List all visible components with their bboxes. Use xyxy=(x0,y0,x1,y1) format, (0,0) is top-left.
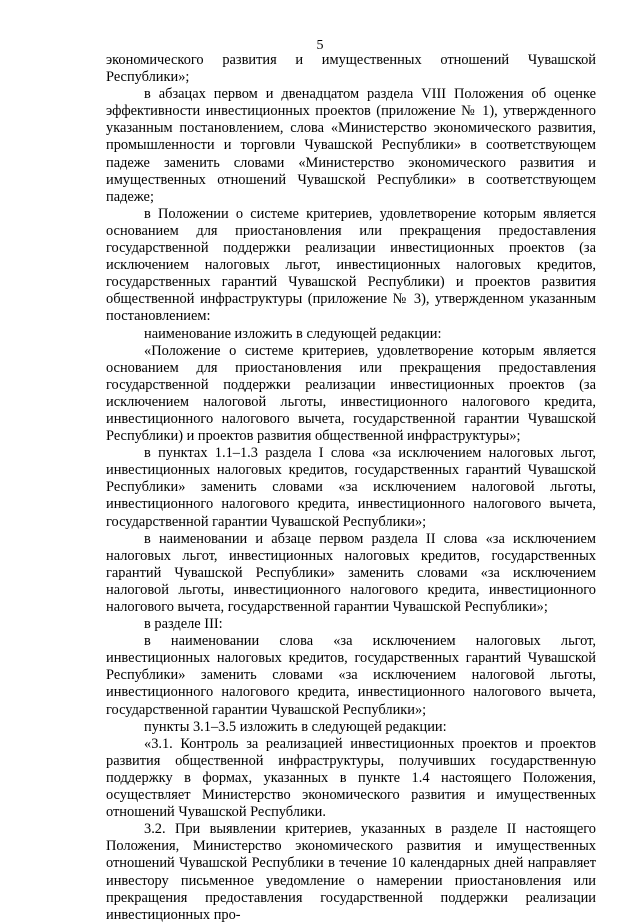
paragraph: в разделе III: xyxy=(144,616,223,633)
paragraph: «3.1. Контроль за реализацией инвестиционных проектов и проектов развития общественной инфраструктуры, получивших государственную поддержку в формах, указанных в пункте 1.4 настоящего Положения, осуществляет Министерство экономического развития и имущественных отношений Чувашской Республики. xyxy=(106,735,596,821)
document-body xyxy=(106,52,596,924)
page-number: 5 xyxy=(316,38,324,53)
paragraph: в наименовании слова «за исключением налоговых льгот, инвестиционных налоговых кредитов, государственных гарантий Чувашской Республики» заменить словами «за исключением налоговой льготы, инвестиционного налогового кредита, инвестиционного налогового вычета, государственной гарантии Чувашской Республики»; xyxy=(106,633,596,718)
paragraph: 3.2. При выявлении критериев, указанных в разделе II настоящего Положения, Министерство экономического развития и имущественных отношений Чувашской Республики в течение 10 календарных дней направляет инвестору письменное уведомление о намерении приостановления или прекращения предоставления государственной поддержки реализации инвестиционных про- xyxy=(106,821,596,923)
paragraph: в пунктах 1.1–1.3 раздела I слова «за исключением налоговых льгот, инвестиционных налоговых кредитов, государственных гарантий Чувашской Республики» заменить словами «за исключением налоговой льготы, инвестиционного налогового кредита, инвестиционного налогового вычета, государственной гарантии Чувашской Республики»; xyxy=(106,445,596,530)
paragraph: пункты 3.1–3.5 изложить в следующей редакции: xyxy=(144,718,447,735)
paragraph: наименование изложить в следующей редакции: xyxy=(144,325,442,342)
paragraph: экономического развития и имущественных отношений Чувашской Республики»; xyxy=(106,52,596,86)
paragraph: в абзацах первом и двенадцатом раздела VIII Положения об оценке эффективности инвестиционных проектов (приложение № 1), утвержденного указанным постановлением, слова «Министерство экономического развития, промышленности и торговли Чувашской Республики» в соответствующем падеже заменить словами «Министерство экономического развития и имущественных отношений Чувашской Республики» в соответствующем падеже; xyxy=(106,86,596,205)
paragraph: в наименовании и абзаце первом раздела II слова «за исключением налоговых льгот, инвестиционных налоговых кредитов, государственных гарантий Чувашской Республики» заменить словами «за исключением налоговой льготы, инвестиционного налогового кредита, инвестиционного налогового вычета, государственной гарантии Чувашской Республики»; xyxy=(106,530,596,615)
paragraph: в Положении о системе критериев, удовлетворение которым является основанием для приостановления или прекращения предоставления государственной поддержки реализации инвестиционных проектов (за исключением налоговых льгот, инвестиционных налоговых кредитов, государственных гарантий Чувашской Республики) и проектов развития общественной инфраструктуры (приложение № 3), утвержденном указанным постановлением: xyxy=(106,205,596,325)
paragraph: «Положение о системе критериев, удовлетворение которым является основанием для приостановления или прекращения предоставления государственной поддержки реализации инвестиционных проектов (за исключением налоговой льготы, инвестиционного налогового кредита, инвестиционного налогового вычета, государственной гарантии Чувашской Республики) и проектов развития общественной инфраструктуры»; xyxy=(106,342,596,445)
